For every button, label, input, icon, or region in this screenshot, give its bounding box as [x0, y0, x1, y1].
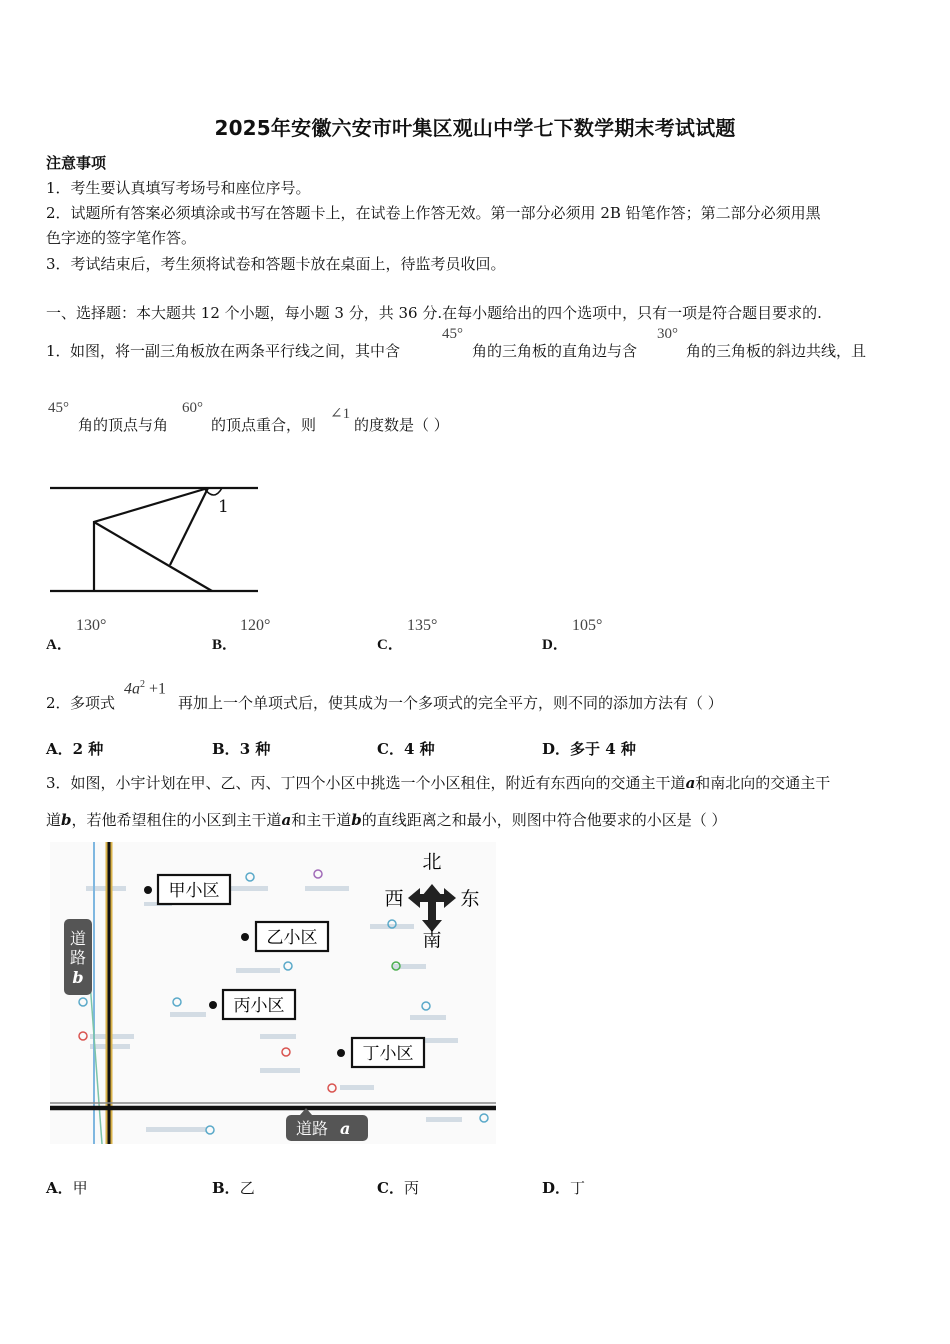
- q1-option-a-label: A．: [46, 637, 72, 653]
- ding-dot: [337, 1049, 345, 1057]
- q3-text: 道: [46, 811, 62, 829]
- q3-option-b: [212, 1177, 255, 1198]
- q3-option-a-label: A．: [46, 1179, 73, 1197]
- road-b-var: b: [72, 968, 84, 987]
- q1-option-b-label: B．: [212, 637, 238, 653]
- q1-number: 1．: [46, 342, 71, 360]
- q1-text: 角的三角板的直角边与含: [472, 342, 638, 360]
- q1-angle-symbol: ∠1: [330, 406, 351, 422]
- q3-line-2: [46, 809, 727, 830]
- q3-option-d-value: 丁: [570, 1179, 586, 1197]
- notice-item: 1．考生要认真填写考场号和座位序号。: [46, 179, 311, 197]
- road-a-label: 道路: [296, 1119, 329, 1138]
- q2-expr-tail: +1: [149, 680, 167, 698]
- q2-text: 多项式: [70, 694, 116, 712]
- q3-number: 3．: [46, 774, 71, 792]
- q2-option-c-label: C．: [377, 740, 404, 758]
- q2-number: 2．: [46, 694, 71, 712]
- compass-east: 东: [460, 888, 480, 910]
- q1-option-b-value: 120°: [240, 617, 271, 634]
- notice-item: 3．考试结束后，考生须将试卷和答题卡放在桌面上，待监考员收回。: [46, 255, 506, 273]
- q2-option-b-value: 3 种: [239, 740, 271, 758]
- q3-line-1: [46, 772, 830, 793]
- q2-option-d-label: D．: [542, 740, 571, 758]
- triangle-45: [94, 488, 208, 591]
- ding-label: 丁小区: [362, 1044, 414, 1064]
- compass-west: 西: [384, 888, 404, 910]
- q1-angle-60: 60°: [182, 400, 203, 416]
- q1-option-d-label: D．: [542, 637, 568, 653]
- q1-option-c-value: 135°: [407, 617, 438, 634]
- triangle-45-hypotenuse: [94, 522, 212, 591]
- q3-option-c-label: C．: [377, 1179, 404, 1197]
- angle-1-label: 1: [218, 497, 229, 517]
- q2-option-b-label: B．: [212, 740, 240, 758]
- compass-south: 南: [422, 929, 442, 951]
- page-title: 2025年安徽六安市叶集区观山中学七下数学期末考试试题: [214, 116, 736, 140]
- yi-dot: [241, 933, 249, 941]
- compass-north: 北: [422, 851, 442, 873]
- yi-label: 乙小区: [266, 928, 318, 948]
- q1-option-a-value: 130°: [76, 617, 107, 634]
- bing-dot: [209, 1001, 217, 1009]
- q1-angle-45: 45°: [48, 400, 69, 416]
- q1-text: 的顶点重合，则: [211, 416, 317, 434]
- q3-var-a: a: [685, 774, 696, 792]
- q1-text: 的度数是（ ）: [354, 416, 449, 434]
- q2-option-d-value: 多于 4 种: [570, 740, 636, 758]
- q1-angle-30: 30°: [657, 326, 678, 342]
- notice-heading: 注意事项: [46, 154, 107, 172]
- q1-option-c-label: C．: [377, 637, 403, 653]
- q3-text: 和南北向的交通主干: [695, 774, 831, 792]
- q3-var-b: b: [351, 811, 362, 829]
- road-b-label: 道: [69, 929, 87, 948]
- q1-angle-45: 45°: [442, 326, 463, 342]
- q2-expr-exp: 2: [140, 679, 145, 690]
- q1-text: 角的三角板的斜边共线，且: [686, 342, 867, 360]
- notice-item: 2．试题所有答案必须填涂或书写在答题卡上，在试卷上作答无效。第一部分必须用 2B 铅笔作答；第二部分必须用黑: [46, 204, 821, 222]
- road-a-var: a: [340, 1119, 351, 1138]
- q2-option-a: [46, 738, 103, 759]
- q3-option-c-value: 丙: [403, 1179, 419, 1197]
- q2-option-a-value: 2 种: [72, 740, 104, 758]
- q3-var-b: b: [61, 811, 72, 829]
- q1-figure: [46, 478, 266, 598]
- q2-option-d: [542, 738, 636, 759]
- q3-option-b-label: B．: [212, 1179, 240, 1197]
- q3-text: 和主干道: [291, 811, 352, 829]
- notice-item: 色字迹的签字笔作答。: [46, 229, 197, 247]
- bing-label: 丙小区: [233, 996, 285, 1016]
- q3-option-a-value: 甲: [72, 1179, 88, 1197]
- jia-dot: [144, 886, 152, 894]
- q3-text: 的直线距离之和最小，则图中符合他要求的小区是（ ）: [361, 811, 727, 829]
- q3-option-d: [542, 1177, 585, 1198]
- triangle-30-edge: [170, 488, 208, 565]
- q2-option-c: [377, 738, 435, 759]
- q1-option-d-value: 105°: [572, 617, 603, 634]
- q3-map: [50, 842, 496, 1144]
- q3-option-b-value: 乙: [239, 1179, 255, 1197]
- section-heading: 一、选择题：本大题共 12 个小题，每小题 3 分，共 36 分.在每小题给出的四个选项中，只有一项是符合题目要求的.: [46, 304, 822, 322]
- q2-option-b: [212, 738, 270, 759]
- q2-text: 再加上一个单项式后，使其成为一个多项式的完全平方，则不同的添加方法有（ ）: [178, 694, 723, 712]
- q3-var-a: a: [281, 811, 292, 829]
- q2-expr-coef: 4a: [124, 680, 140, 698]
- q2-option-a-label: A．: [46, 740, 73, 758]
- q1-text: 角的顶点与角: [78, 416, 169, 434]
- q1-text: 如图，将一副三角板放在两条平行线之间，其中含: [70, 342, 401, 360]
- road-b-label: 路: [69, 948, 87, 967]
- q2-option-c-value: 4 种: [403, 740, 435, 758]
- q3-option-c: [377, 1177, 419, 1198]
- q3-text: 如图，小宇计划在甲、乙、丙、丁四个小区中挑选一个小区租住，附近有东西向的交通主干道: [70, 774, 686, 792]
- q3-text: ，若他希望租住的小区到主干道: [71, 811, 282, 829]
- q2-expression: [124, 679, 166, 698]
- q3-option-a: [46, 1177, 88, 1198]
- jia-label: 甲小区: [168, 881, 220, 901]
- q3-option-d-label: D．: [542, 1179, 571, 1197]
